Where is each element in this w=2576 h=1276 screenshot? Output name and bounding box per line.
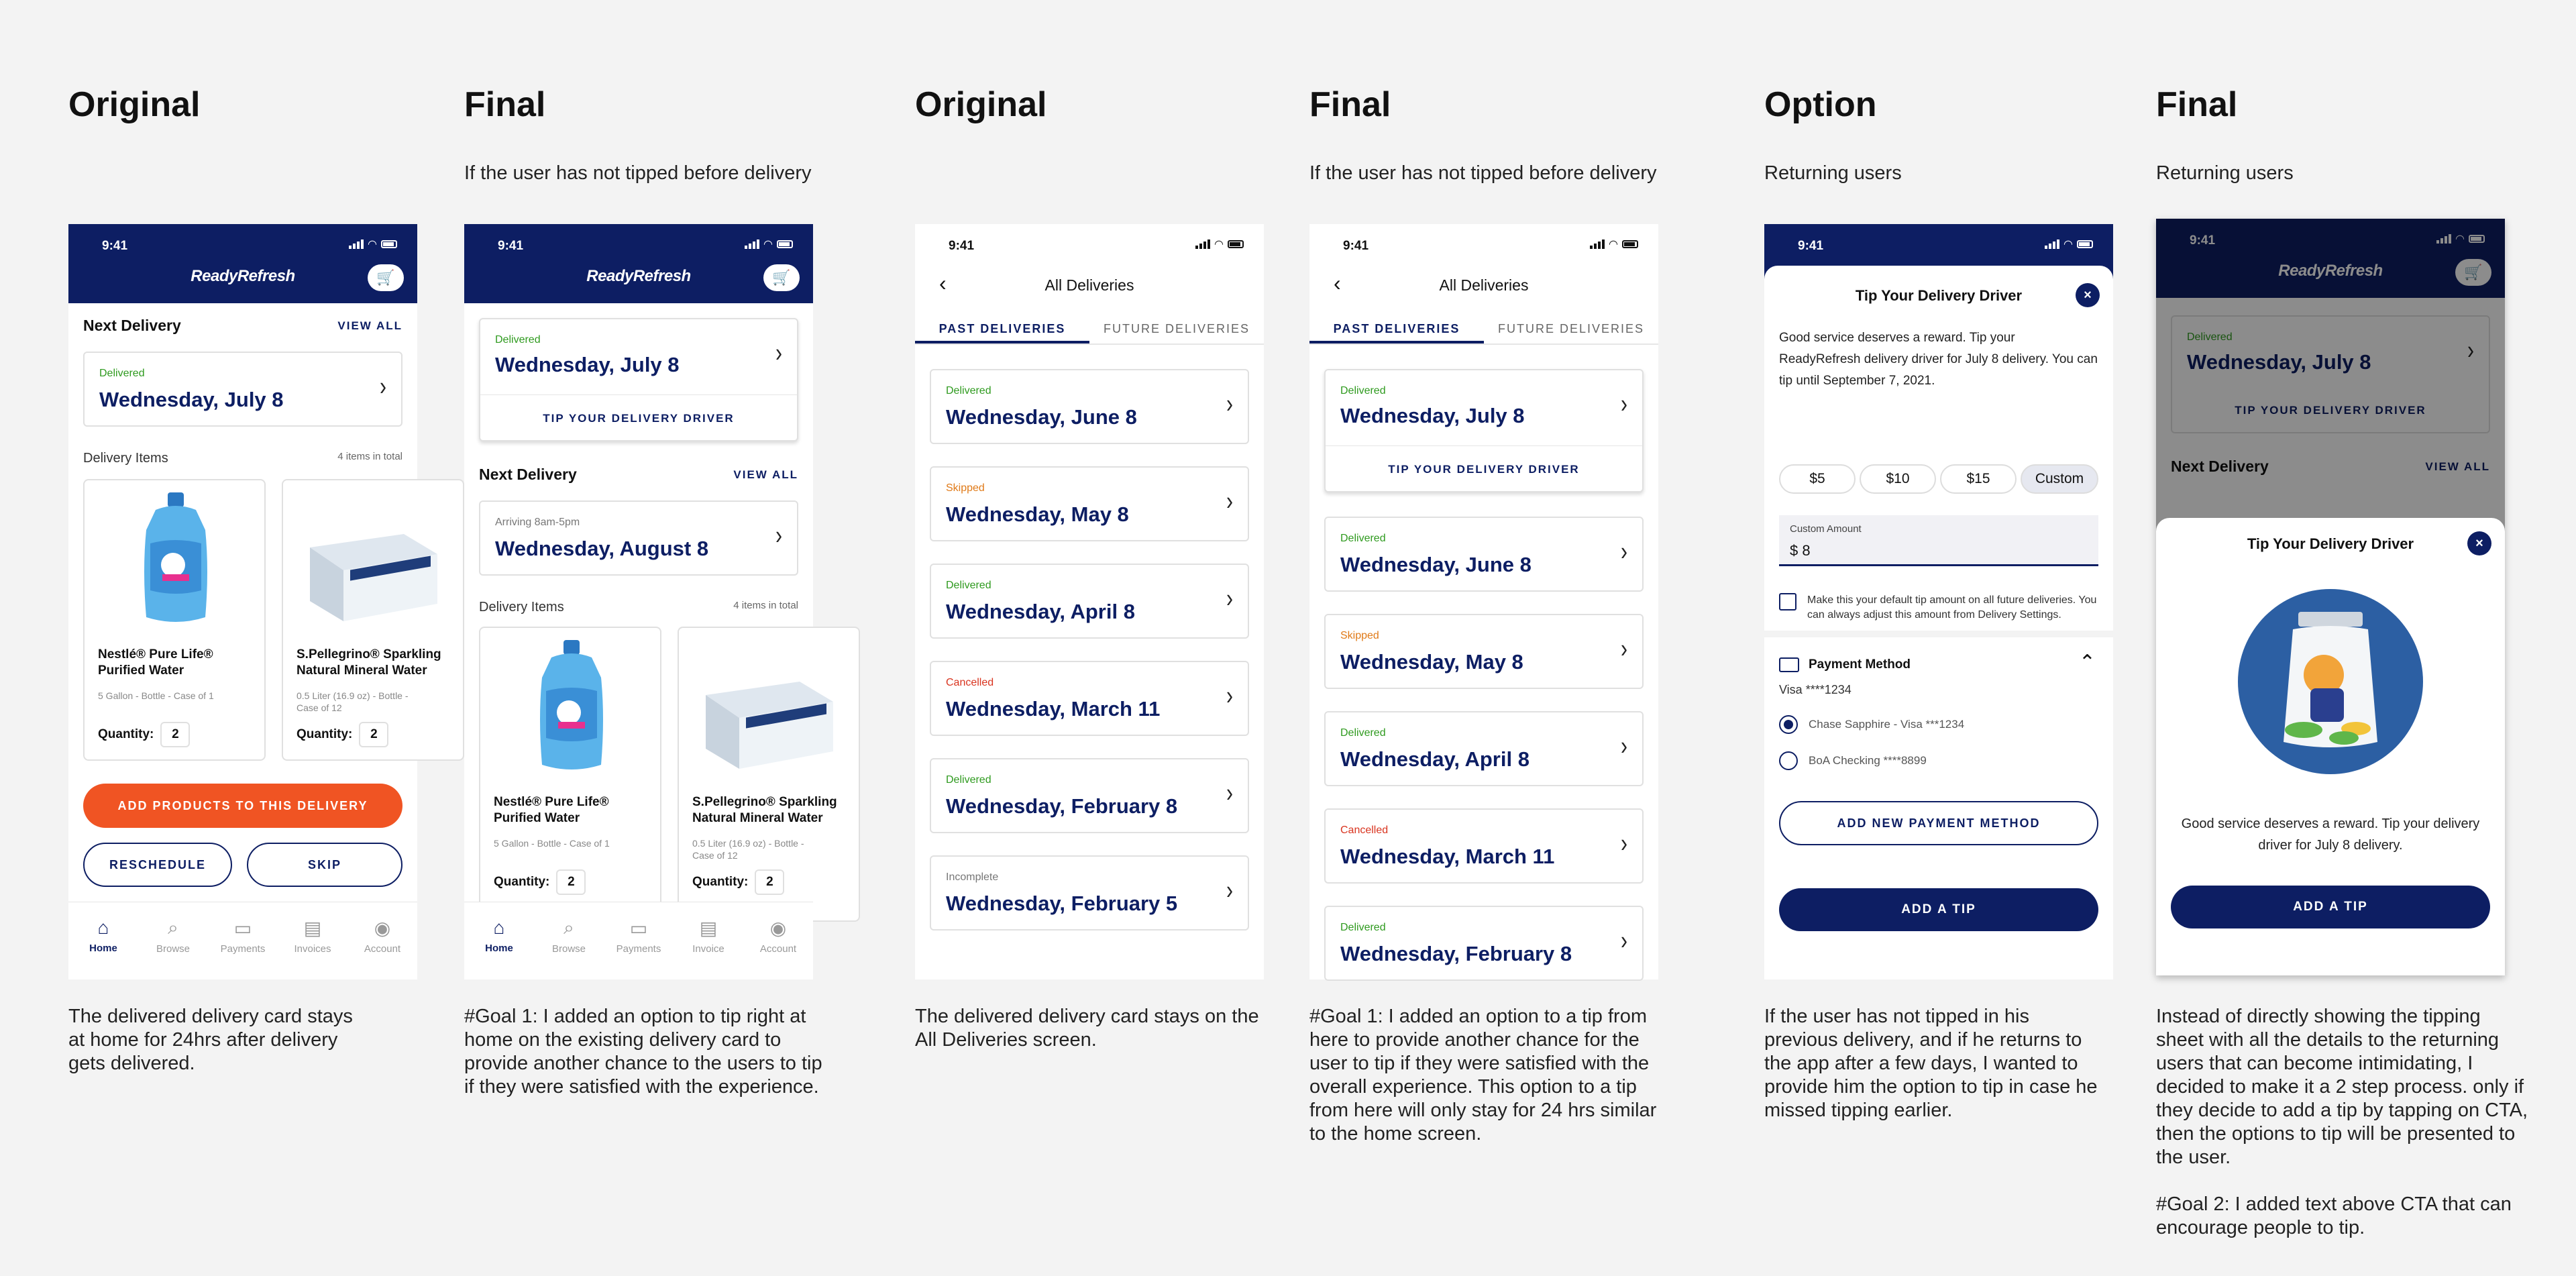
payment-method-title: Payment Method <box>1809 657 1911 672</box>
delivery-date: Wednesday, February 5 <box>946 892 1178 915</box>
custom-amount-input[interactable] <box>1779 515 2098 566</box>
delivery-date: Wednesday, March 11 <box>1340 845 1555 868</box>
delivery-status: Delivered <box>946 774 991 786</box>
tab-home[interactable]: ⌂ Home <box>70 917 137 979</box>
phone-original-deliveries <box>915 224 1264 979</box>
delivery-status: Delivered <box>946 385 991 396</box>
delivery-status: Delivered <box>946 580 991 591</box>
wifi-icon: ◠ <box>763 239 773 250</box>
signal-icon <box>745 240 759 249</box>
chevron-right-icon: › <box>1226 681 1233 710</box>
chevron-right-icon: › <box>1226 778 1233 808</box>
delivery-card[interactable] <box>930 661 1249 736</box>
status-icons <box>2045 237 2093 251</box>
chevron-right-icon: › <box>2467 335 2474 365</box>
column-title: Final <box>2156 85 2238 124</box>
product-name: S.Pellegrino® Sparkling Natural Mineral Water <box>692 795 837 825</box>
battery-icon <box>1228 240 1244 248</box>
delivery-card[interactable] <box>930 564 1249 639</box>
column-title: Option <box>1764 85 1877 124</box>
delivery-card[interactable] <box>1324 808 1644 884</box>
tab-bar <box>68 902 417 979</box>
tab-payments[interactable]: ▭ Payments <box>209 917 276 979</box>
delivery-card[interactable] <box>1324 906 1644 981</box>
chevron-right-icon: › <box>1226 875 1233 905</box>
status-icons <box>745 237 793 251</box>
tip-driver-button[interactable]: TIP YOUR DELIVERY DRIVER <box>1388 463 1580 476</box>
close-icon[interactable]: × <box>2467 531 2491 555</box>
tab-past-deliveries[interactable]: PAST DELIVERIES <box>1309 315 1484 343</box>
sheet-title: Tip Your Delivery Driver <box>2247 535 2414 552</box>
battery-icon <box>2077 240 2093 248</box>
chevron-right-icon: › <box>1226 486 1233 516</box>
radio-boa[interactable] <box>1779 751 1798 770</box>
quantity-stepper[interactable]: Quantity: 2 <box>98 722 190 747</box>
delivery-card[interactable] <box>1324 614 1644 689</box>
items-count: 4 items in total <box>733 600 798 611</box>
wifi-icon: ◠ <box>368 239 377 250</box>
default-tip-row[interactable] <box>1779 593 2098 623</box>
chevron-right-icon: › <box>1621 634 1627 663</box>
delivery-card[interactable] <box>930 855 1249 931</box>
delivery-date: Wednesday, May 8 <box>1340 650 1523 674</box>
next-delivery-row <box>479 466 798 484</box>
wifi-icon: ◠ <box>1214 239 1224 250</box>
custom-amount-value: $ 8 <box>1790 542 1811 559</box>
delivery-date: Wednesday, July 8 <box>495 353 680 376</box>
product-card[interactable] <box>83 479 266 761</box>
delivery-card[interactable] <box>479 500 798 576</box>
reschedule-button[interactable]: RESCHEDULE <box>83 843 232 887</box>
column-description: The delivered delivery card stays on the All Deliveries screen. <box>915 1006 1259 1051</box>
delivery-date: Wednesday, July 8 <box>2187 350 2371 374</box>
phone-original-home <box>68 224 441 979</box>
browse-icon: ⌕ <box>564 917 574 938</box>
status-icons <box>349 237 397 251</box>
delivery-status: Delivered <box>1340 727 1386 739</box>
cart-icon[interactable]: 🛒 <box>2455 259 2491 286</box>
delivery-date: Wednesday, June 8 <box>1340 553 1532 576</box>
chevron-right-icon: › <box>1621 926 1627 955</box>
product-desc: 0.5 Liter (16.9 oz) - Bottle - Case of 12 <box>297 690 409 713</box>
payment-section <box>1764 637 2113 979</box>
back-chevron-icon[interactable]: ‹ <box>939 271 947 295</box>
home-icon: ⌂ <box>97 917 109 938</box>
tab-bar <box>464 902 813 979</box>
tab-account[interactable]: ◉ Account <box>745 917 812 979</box>
view-all-link[interactable]: VIEW ALL <box>337 319 402 332</box>
tip-amount-15[interactable]: $15 <box>1940 464 2017 494</box>
view-all-link[interactable]: VIEW ALL <box>733 468 798 481</box>
column-description: #Goal 1: I added an option to a tip from here to provide another chance for the user to tip if they were satisfied with the overall experience. This option to a tip from here will only stay for 24 hrs similar to the home screen. <box>1309 1006 1657 1145</box>
default-tip-text: Make this your default tip amount on all future deliveries. You can always adjust this amount from Delivery Settings. <box>1807 594 2097 621</box>
back-chevron-icon[interactable]: ‹ <box>1334 271 1341 295</box>
selected-card: Visa ****1234 <box>1779 683 1851 696</box>
column-description: Instead of directly showing the tipping sheet with all the details to the returning users that can become intimidating, I decided to make it a 2 step process. only if they decide to add a tip by tapping on CTA, then the options to tip will be presented to the user. #Goal 2: I added text above CTA that can encourage people to tip. <box>2156 1006 2528 1238</box>
product-desc: 5 Gallon - Bottle - Case of 1 <box>494 838 610 849</box>
section-heading: Next Delivery <box>479 466 577 483</box>
chevron-right-icon: › <box>1621 829 1627 858</box>
delivery-status: Arriving 8am-5pm <box>495 517 580 528</box>
browse-icon: ⌕ <box>168 917 178 938</box>
delivery-date: Wednesday, February 8 <box>1340 942 1572 965</box>
tip-driver-button[interactable]: TIP YOUR DELIVERY DRIVER <box>2235 404 2426 417</box>
card-icon: ▭ <box>233 918 252 939</box>
tip-amount-5[interactable]: $5 <box>1779 464 1856 494</box>
items-count: 4 items in total <box>337 451 402 462</box>
wifi-icon: ◠ <box>2455 233 2465 245</box>
delivery-date: Wednesday, May 8 <box>946 502 1129 526</box>
column-description: The delivered delivery card stays at home for 24hrs after delivery gets delivered. <box>68 1006 353 1074</box>
product-name: Nestlé® Pure Life® Purified Water <box>98 647 213 678</box>
view-all-link[interactable]: VIEW ALL <box>2425 460 2490 473</box>
delivery-date: Wednesday, July 8 <box>99 388 284 411</box>
add-payment-button[interactable]: ADD NEW PAYMENT METHOD <box>1779 801 2098 845</box>
quantity-stepper[interactable]: Quantity: 2 <box>297 722 388 747</box>
invoice-icon: ▤ <box>303 918 322 939</box>
delivery-status: Cancelled <box>1340 825 1389 836</box>
app-logo: ReadyRefresh <box>586 267 691 285</box>
column-title: Final <box>1309 85 1391 124</box>
tab-payments[interactable]: ▭ Payments <box>605 917 672 979</box>
status-time: 9:41 <box>949 239 975 253</box>
tab-future-deliveries[interactable]: FUTURE DELIVERIES <box>1103 322 1250 335</box>
signal-icon <box>2045 240 2059 249</box>
delivery-card[interactable] <box>1324 517 1644 592</box>
next-delivery-row <box>83 317 402 335</box>
status-time: 9:41 <box>498 239 524 253</box>
column-title: Final <box>464 85 546 124</box>
tip-encouragement: Good service deserves a reward. Tip your delivery driver for July 8 delivery. <box>2181 816 2480 853</box>
tip-body: Good service deserves a reward. Tip your ReadyRefresh delivery driver for July 8 delivery. You can tip until September 7, 2021. <box>1779 331 2098 388</box>
phone-final-returning <box>2156 219 2505 975</box>
divider <box>1326 445 1642 446</box>
tip-amount-custom[interactable]: Custom <box>2021 464 2098 494</box>
sheet-title: Tip Your Delivery Driver <box>1855 287 2023 304</box>
delivery-date: Wednesday, August 8 <box>495 537 709 560</box>
quantity-stepper[interactable]: Quantity: 2 <box>494 869 586 895</box>
product-card[interactable] <box>282 479 464 761</box>
column-subtitle: If the user has not tipped before delivery <box>1309 162 1657 184</box>
delivery-card[interactable] <box>83 352 402 427</box>
delivery-items-label: Delivery Items <box>479 600 564 615</box>
app-header <box>68 224 417 303</box>
tip-jar-illustration <box>2237 588 2424 776</box>
add-tip-button[interactable]: ADD A TIP <box>1779 888 2098 931</box>
delivery-status: Delivered <box>99 368 145 379</box>
quantity-stepper[interactable]: Quantity: 2 <box>692 869 784 895</box>
status-time: 9:41 <box>2190 233 2216 248</box>
status-icons <box>1195 237 1244 251</box>
status-time: 9:41 <box>1343 239 1369 253</box>
delivery-card[interactable] <box>930 466 1249 541</box>
tip-amount-10[interactable]: $10 <box>1860 464 1936 494</box>
column-subtitle: Returning users <box>1764 162 1902 184</box>
page-title: All Deliveries <box>1439 276 1529 294</box>
tab-invoice[interactable]: ▤ Invoice <box>675 917 742 979</box>
chevron-right-icon: › <box>1621 537 1627 566</box>
wifi-icon: ◠ <box>2063 239 2073 250</box>
section-heading: Next Delivery <box>2171 458 2269 475</box>
product-desc: 5 Gallon - Bottle - Case of 1 <box>98 690 214 701</box>
delivery-card[interactable] <box>930 758 1249 833</box>
app-logo: ReadyRefresh <box>191 267 295 285</box>
chevron-right-icon: › <box>1621 389 1627 419</box>
section-heading: Next Delivery <box>83 317 181 334</box>
column-description: If the user has not tipped in his previous delivery, and if he returns to the app after a few days, I wanted to provide him the option to tip in case he missed tipping earlier. <box>1764 1006 2098 1121</box>
delivery-status: Delivered <box>495 334 541 345</box>
status-icons <box>1590 237 1638 251</box>
delivery-card[interactable] <box>930 369 1249 444</box>
cart-icon[interactable]: 🛒 <box>763 264 800 291</box>
delivery-date: Wednesday, July 8 <box>1340 404 1525 427</box>
chevron-right-icon: › <box>1621 731 1627 761</box>
water-jug-image <box>136 490 216 631</box>
battery-icon <box>1622 240 1638 248</box>
page-title: All Deliveries <box>1044 276 1134 294</box>
product-desc: 0.5 Liter (16.9 oz) - Bottle - Case of 12 <box>692 838 804 861</box>
chevron-right-icon: › <box>775 521 782 550</box>
product-name: S.Pellegrino® Sparkling Natural Mineral Water <box>297 647 441 678</box>
chevron-right-icon: › <box>775 338 782 368</box>
app-header <box>464 224 813 303</box>
chevron-right-icon: › <box>1226 584 1233 613</box>
delivery-status: Skipped <box>946 482 985 494</box>
phone-final-home <box>464 224 837 979</box>
delivery-status: Cancelled <box>946 677 994 688</box>
delivery-status: Skipped <box>1340 630 1379 641</box>
delivery-card[interactable] <box>1324 711 1644 786</box>
default-tip-checkbox[interactable] <box>1779 593 1796 610</box>
phone-final-deliveries <box>1309 224 1658 979</box>
radio-chase-label: Chase Sapphire - Visa ***1234 <box>1809 718 1965 731</box>
tab-past-deliveries[interactable]: PAST DELIVERIES <box>915 315 1089 343</box>
tip-sheet <box>1764 266 2113 631</box>
signal-icon <box>1195 240 1210 249</box>
radio-chase[interactable] <box>1779 715 1798 734</box>
delivery-date: Wednesday, February 8 <box>946 794 1178 818</box>
status-time: 9:41 <box>1798 239 1824 253</box>
account-icon: ◉ <box>374 918 391 939</box>
phone-option-tip <box>1764 224 2113 979</box>
card-icon: ▭ <box>629 918 648 939</box>
tab-invoices[interactable]: ▤ Invoices <box>279 917 346 979</box>
sparkling-case-image <box>699 668 840 776</box>
chevron-right-icon: › <box>380 372 386 401</box>
app-logo: ReadyRefresh <box>2278 262 2383 280</box>
battery-icon <box>777 240 793 248</box>
tab-future-deliveries[interactable]: FUTURE DELIVERIES <box>1497 322 1645 335</box>
divider <box>480 394 797 395</box>
column-subtitle: Returning users <box>2156 162 2294 184</box>
column-title: Original <box>915 85 1047 124</box>
status-time: 9:41 <box>102 239 128 253</box>
radio-boa-label: BoA Checking ****8899 <box>1809 754 1927 767</box>
column-subtitle: If the user has not tipped before delivery <box>464 162 812 184</box>
product-card[interactable] <box>479 627 661 922</box>
delivery-date: Wednesday, March 11 <box>946 697 1161 721</box>
close-icon[interactable]: × <box>2076 283 2100 307</box>
deliveries-tabs <box>915 315 1264 345</box>
water-jug-image <box>531 637 612 778</box>
sparkling-case-image <box>303 521 444 628</box>
home-icon: ⌂ <box>493 917 505 938</box>
delivery-items-label: Delivery Items <box>83 451 168 466</box>
column-title: Original <box>68 85 201 124</box>
deliveries-tabs <box>1309 315 1658 345</box>
tip-driver-button[interactable]: TIP YOUR DELIVERY DRIVER <box>543 412 735 425</box>
invoice-icon: ▤ <box>699 918 718 939</box>
delivery-date: Wednesday, April 8 <box>946 600 1135 623</box>
delivery-status: Delivered <box>1340 385 1386 396</box>
tab-browse[interactable]: ⌕ Browse <box>140 917 207 979</box>
delivery-items-row <box>479 600 798 615</box>
account-icon: ◉ <box>769 918 787 939</box>
delivered-card[interactable] <box>1324 369 1644 492</box>
delivery-status: Delivered <box>2187 331 2233 343</box>
cart-icon[interactable]: 🛒 <box>368 264 404 291</box>
delivery-status: Incomplete <box>946 871 999 883</box>
delivery-date: Wednesday, June 8 <box>946 405 1137 429</box>
column-description: #Goal 1: I added an option to tip right at home on the existing delivery card to provide another chance to the users to tip if they were satisfied with the experience. <box>464 1006 822 1098</box>
tab-account[interactable]: ◉ Account <box>349 917 416 979</box>
product-name: Nestlé® Pure Life® Purified Water <box>494 795 609 825</box>
custom-amount-label: Custom Amount <box>1790 523 1862 535</box>
delivery-date: Wednesday, April 8 <box>1340 747 1529 771</box>
chevron-up-icon[interactable]: ⌃ <box>2078 651 2096 674</box>
skip-button[interactable]: SKIP <box>247 843 402 887</box>
delivery-status: Delivered <box>1340 922 1386 933</box>
signal-icon <box>1590 240 1605 249</box>
wifi-icon: ◠ <box>1609 239 1618 250</box>
card-icon <box>1779 657 1799 672</box>
tab-home[interactable]: ⌂ Home <box>466 917 533 979</box>
signal-icon <box>349 240 364 249</box>
add-tip-button[interactable]: ADD A TIP <box>2171 886 2490 928</box>
chevron-right-icon: › <box>1226 389 1233 419</box>
tip-prompt-sheet <box>2156 518 2505 975</box>
product-card[interactable] <box>678 627 860 922</box>
tab-browse[interactable]: ⌕ Browse <box>535 917 602 979</box>
delivery-status: Delivered <box>1340 533 1386 544</box>
delivered-card[interactable] <box>479 318 798 441</box>
add-products-button[interactable]: ADD PRODUCTS TO THIS DELIVERY <box>83 784 402 828</box>
battery-icon <box>381 240 397 248</box>
delivery-items-row <box>83 451 402 466</box>
